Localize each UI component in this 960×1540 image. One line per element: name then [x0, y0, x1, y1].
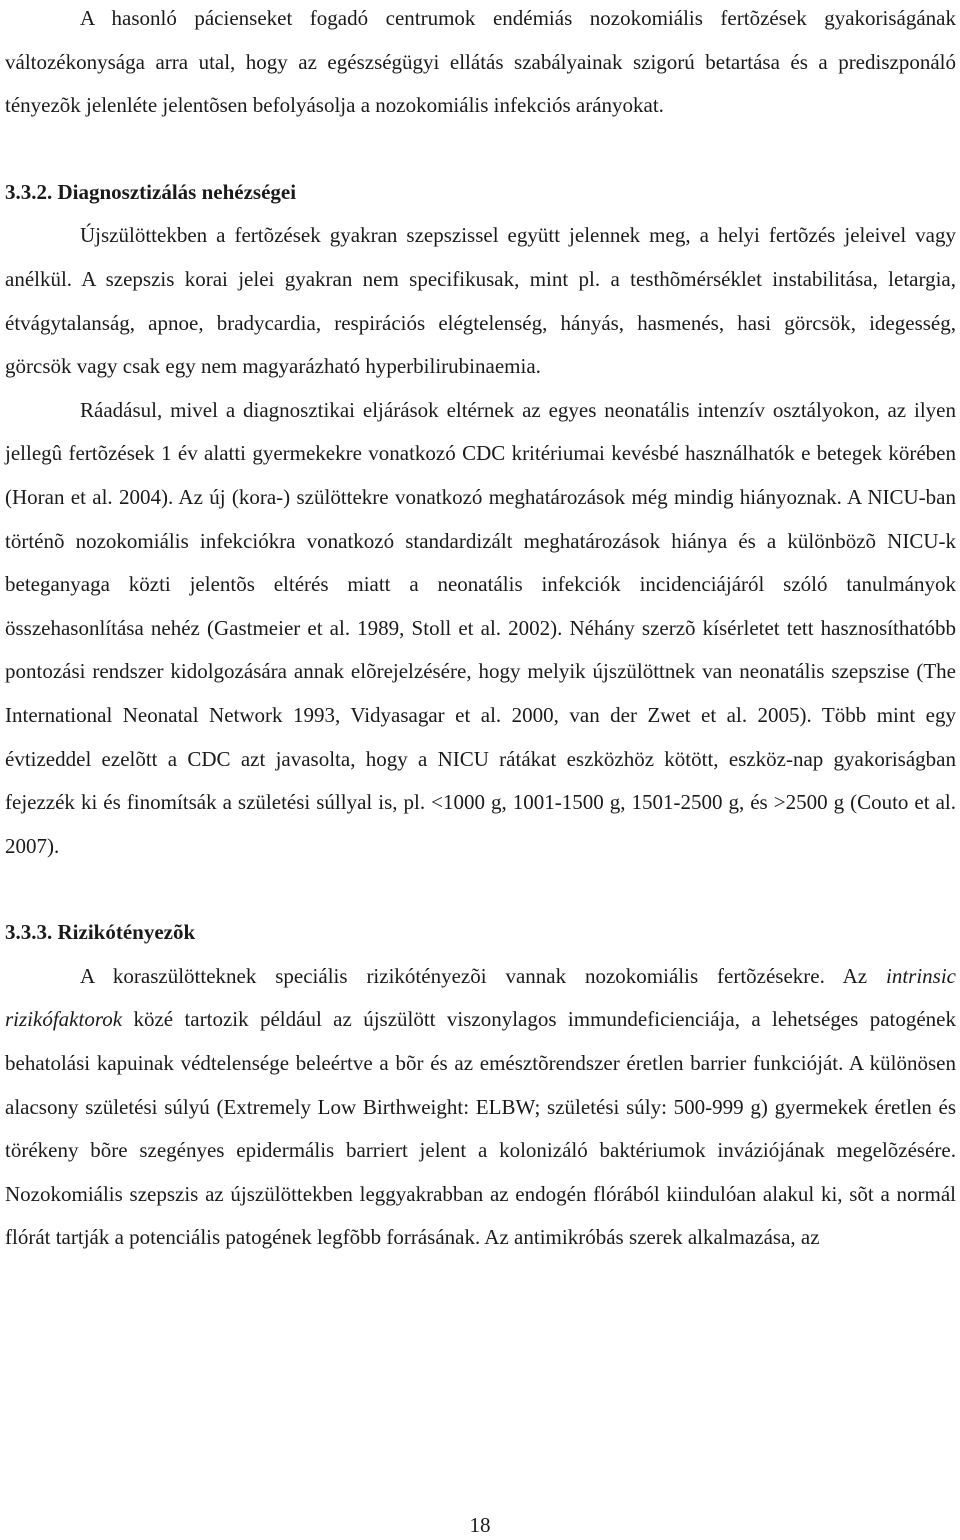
risk-text-italic: intrinsic rizikófaktorok [5, 963, 956, 1032]
risk-text-part1: A koraszülötteknek speciális rizikótényezõi vannak nozokomiális fertõzésekre. Az [80, 963, 868, 988]
spacer [5, 128, 956, 171]
page-number: 18 [469, 1513, 491, 1537]
section-heading-3-3-2: 3.3.2. Diagnosztizálás nehézségei [5, 179, 297, 204]
paragraph-risk-factors [5, 955, 956, 1260]
paragraph-diagnosis: Újszülöttekben a fertõzések gyakran szepszissel együtt jelennek meg, a helyi fertõzés jeleivel vagy anélkül. A szepszis korai jelei gyakran nem specifikusak, mint pl. a testhõmérséklet instabilitása, letargia, étvágytalanság, apnoe, bradycardia, respirációs elégtelenség, hányás, hasmenés, hasi görcsök, idegesség, görcsök vagy csak egy nem magyarázható hyperbilirubinaemia. [5, 223, 956, 379]
spacer [5, 868, 956, 911]
risk-text-part2: közé tartozik például az újszülött viszonylagos immundeficienciája, a lehetséges patogének behatolási kapuinak védtelensége beleértve a bõr és az emésztõrendszer éretlen barrier funkcióját. A különösen alacsony születési súlyú (Extremely Low Birthweight: ELBW; születési súly: 500-999 g) gyermekek éretlen és törékeny bõre szegényes epidermális barriert jelent a kolonizáló baktériumok inváziójának megelõzésére. Nozokomiális szepszis az újszülöttekben leggyakrabban az endogén flórából kiindulóan alakul ki, sõt a normál flórát tartják a potenciális patogének legfõbb forrásának. Az antimikróbás szerek alkalmazása, az [5, 1007, 956, 1250]
section-heading-3-3-3: 3.3.3. Rizikótényezõk [5, 920, 196, 945]
document-page [5, 0, 956, 1260]
paragraph-criteria: Ráadásul, mivel a diagnosztikai eljárások eltérnek az egyes neonatális intenzív osztályokon, az ilyen jellegû fertõzések 1 év alatti gyermekekre vonatkozó CDC kritériumai kevésbé használhatók e betegek körében (Horan et al. 2004). Az új (kora-) szülöttekre vonatkozó meghatározások még mindig hiányoznak. A NICU-ban történõ nozokomiális infekciókra vonatkozó standardizált meghatározások hiánya és a különbözõ NICU-k beteganyaga közti jelentõs eltérés miatt a neonatális infekciók incidenciájáról szóló tanulmányok összehasonlítása nehéz (Gastmeier et al. 1989, Stoll et al. 2002). Néhány szerzõ kísérletet tett hasznosíthatóbb pontozási rendszer kidolgozására annak elõrejelzésére, hogy melyik újszülöttnek van neonatális szepszise (The International Neonatal Network 1993, Vidyasagar et al. 2000, van der Zwet et al. 2005). Több mint egy évtizeddel ezelõtt a CDC azt javasolta, hogy a NICU rátákat eszközhöz kötött, eszköz-nap gyakoriságban fejezzék ki és finomítsák a születési súllyal is, pl. <1000 g, 1001-1500 g, 1501-2500 g, és >2500 g (Couto et al. 2007). [5, 397, 956, 858]
paragraph-intro: A hasonló pácienseket fogadó centrumok endémiás nozokomiális fertõzések gyakoriságának változékonysága arra utal, hogy az egészségügyi ellátás szabályainak szigorú betartása és a prediszponáló tényezõk jelenléte jelentõsen befolyásolja a nozokomiális infekciós arányokat. [5, 6, 956, 118]
